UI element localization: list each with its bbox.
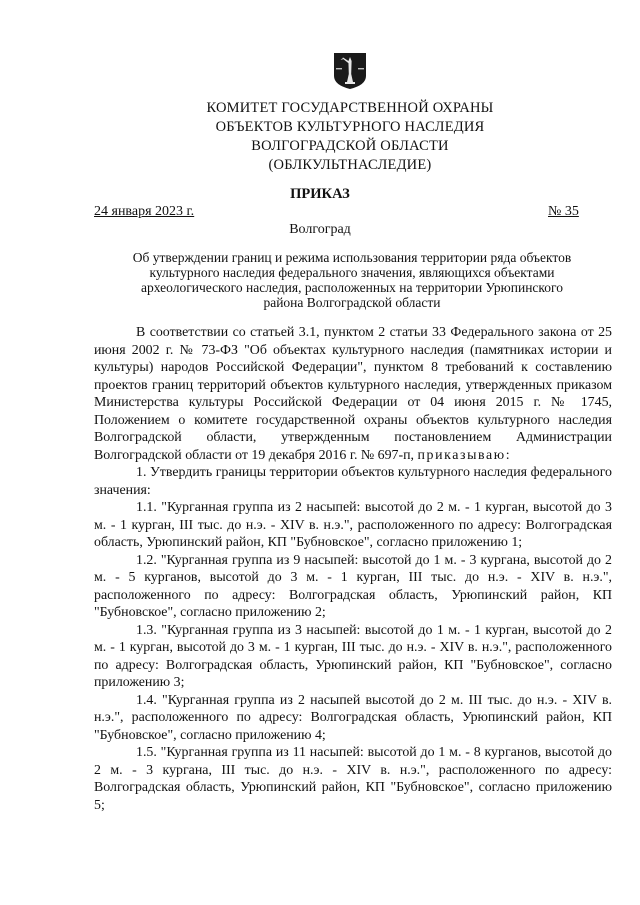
document-date: 24 января 2023 г. [94,204,195,219]
org-line: ОБЪЕКТОВ КУЛЬТУРНОГО НАСЛЕДИЯ [215,119,485,135]
document-subject [104,250,600,310]
coat-of-arms-icon [332,52,368,90]
subitem-1-2: 1.2. "Курганная группа из 9 насыпей: высотой до 1 м. - 3 кургана, высотой до 2 м. - 5 курганов, высотой до 3 м. - 1 курган, III тыс. до н.э. - XIV в. н.э.", расположенного по адресу: Волгоградская область, Урюпинский район, КП "Бубновское", согласно приложению 2; [94,552,612,620]
item-1: 1. Утвердить границы территории объектов культурного наследия федерального значения: [94,465,612,498]
document-number: № 35 [548,204,579,219]
intro-text: В соответствии со статьей 3.1, пунктом 2 статьи 33 Федерального закона от 25 июня 2002 г. № 73-ФЗ "Об объектах культурного наследия (памятниках истории и культуры) народов Российской Федерации", пунктом 8 требований к составлению проектов границ территорий объектов культурного наследия, утвержденных приказом Министерства культуры Российской Федерации от 04 июня 2015 г. № 1745, Положением о комитете государственной охраны объектов культурного наследия Волгоградской области, утвержденным постановлением Администрации Волгоградской области от 19 декабря 2016 г. № 697-п, [94,325,612,463]
org-line: КОМИТЕТ ГОСУДАРСТВЕННОЙ ОХРАНЫ [206,100,494,116]
organization-name [180,99,520,175]
document-type-title: ПРИКАЗ [290,186,350,202]
subitem-1-3: 1.3. "Курганная группа из 3 насыпей: высотой до 1 м. - 1 курган, высотой до 2 м. - 1 курган, высотой до 3 м. - 1 курган, III тыс. до н.э. - XIV в. н.э.", расположенного по адресу: Волгоградская область, Урюпинский район, КП "Бубновское", согласно приложению 3; [94,622,612,690]
subitem-1-4: 1.4. "Курганная группа из 2 насыпей высотой до 2 м. III тыс. до н.э. - XIV в. н.э.", расположенного по адресу: Волгоградская область, Урюпинский район, КП "Бубновское", согласно приложению 4; [94,692,612,743]
subitem-1-1: 1.1. "Курганная группа из 2 насыпей: высотой до 2 м. - 1 курган, высотой до 3 м. - 1 курган, III тыс. до н.э. - XIV в. н.э.", расположенного по адресу: Волгоградская область, Урюпинский район, КП "Бубновское", согласно приложению 1; [94,500,612,550]
document-body [94,324,612,814]
subject-line: района Волгоградской области [263,295,441,310]
document-city: Волгоград [289,222,351,237]
order-word: приказываю: [417,447,512,463]
subject-line: культурного наследия федерального значения, являющихся объектами [149,265,555,280]
subject-line: археологического наследия, расположенных на территории Урюпинского [140,280,563,295]
intro-paragraph [94,324,612,464]
org-line: (ОБЛКУЛЬТНАСЛЕДИЕ) [268,157,432,173]
org-line: ВОЛГОГРАДСКОЙ ОБЛАСТИ [251,138,449,154]
subject-line: Об утверждении границ и режима использования территории ряда объектов [132,250,572,265]
subitem-1-5: 1.5. "Курганная группа из 11 насыпей: высотой до 1 м. - 8 курганов, высотой до 2 м. - 3 кургана, III тыс. до н.э. - XIV в. н.э.", расположенного по адресу: Волгоградская область, Урюпинский район, КП "Бубновское", согласно приложению 5; [94,745,612,813]
